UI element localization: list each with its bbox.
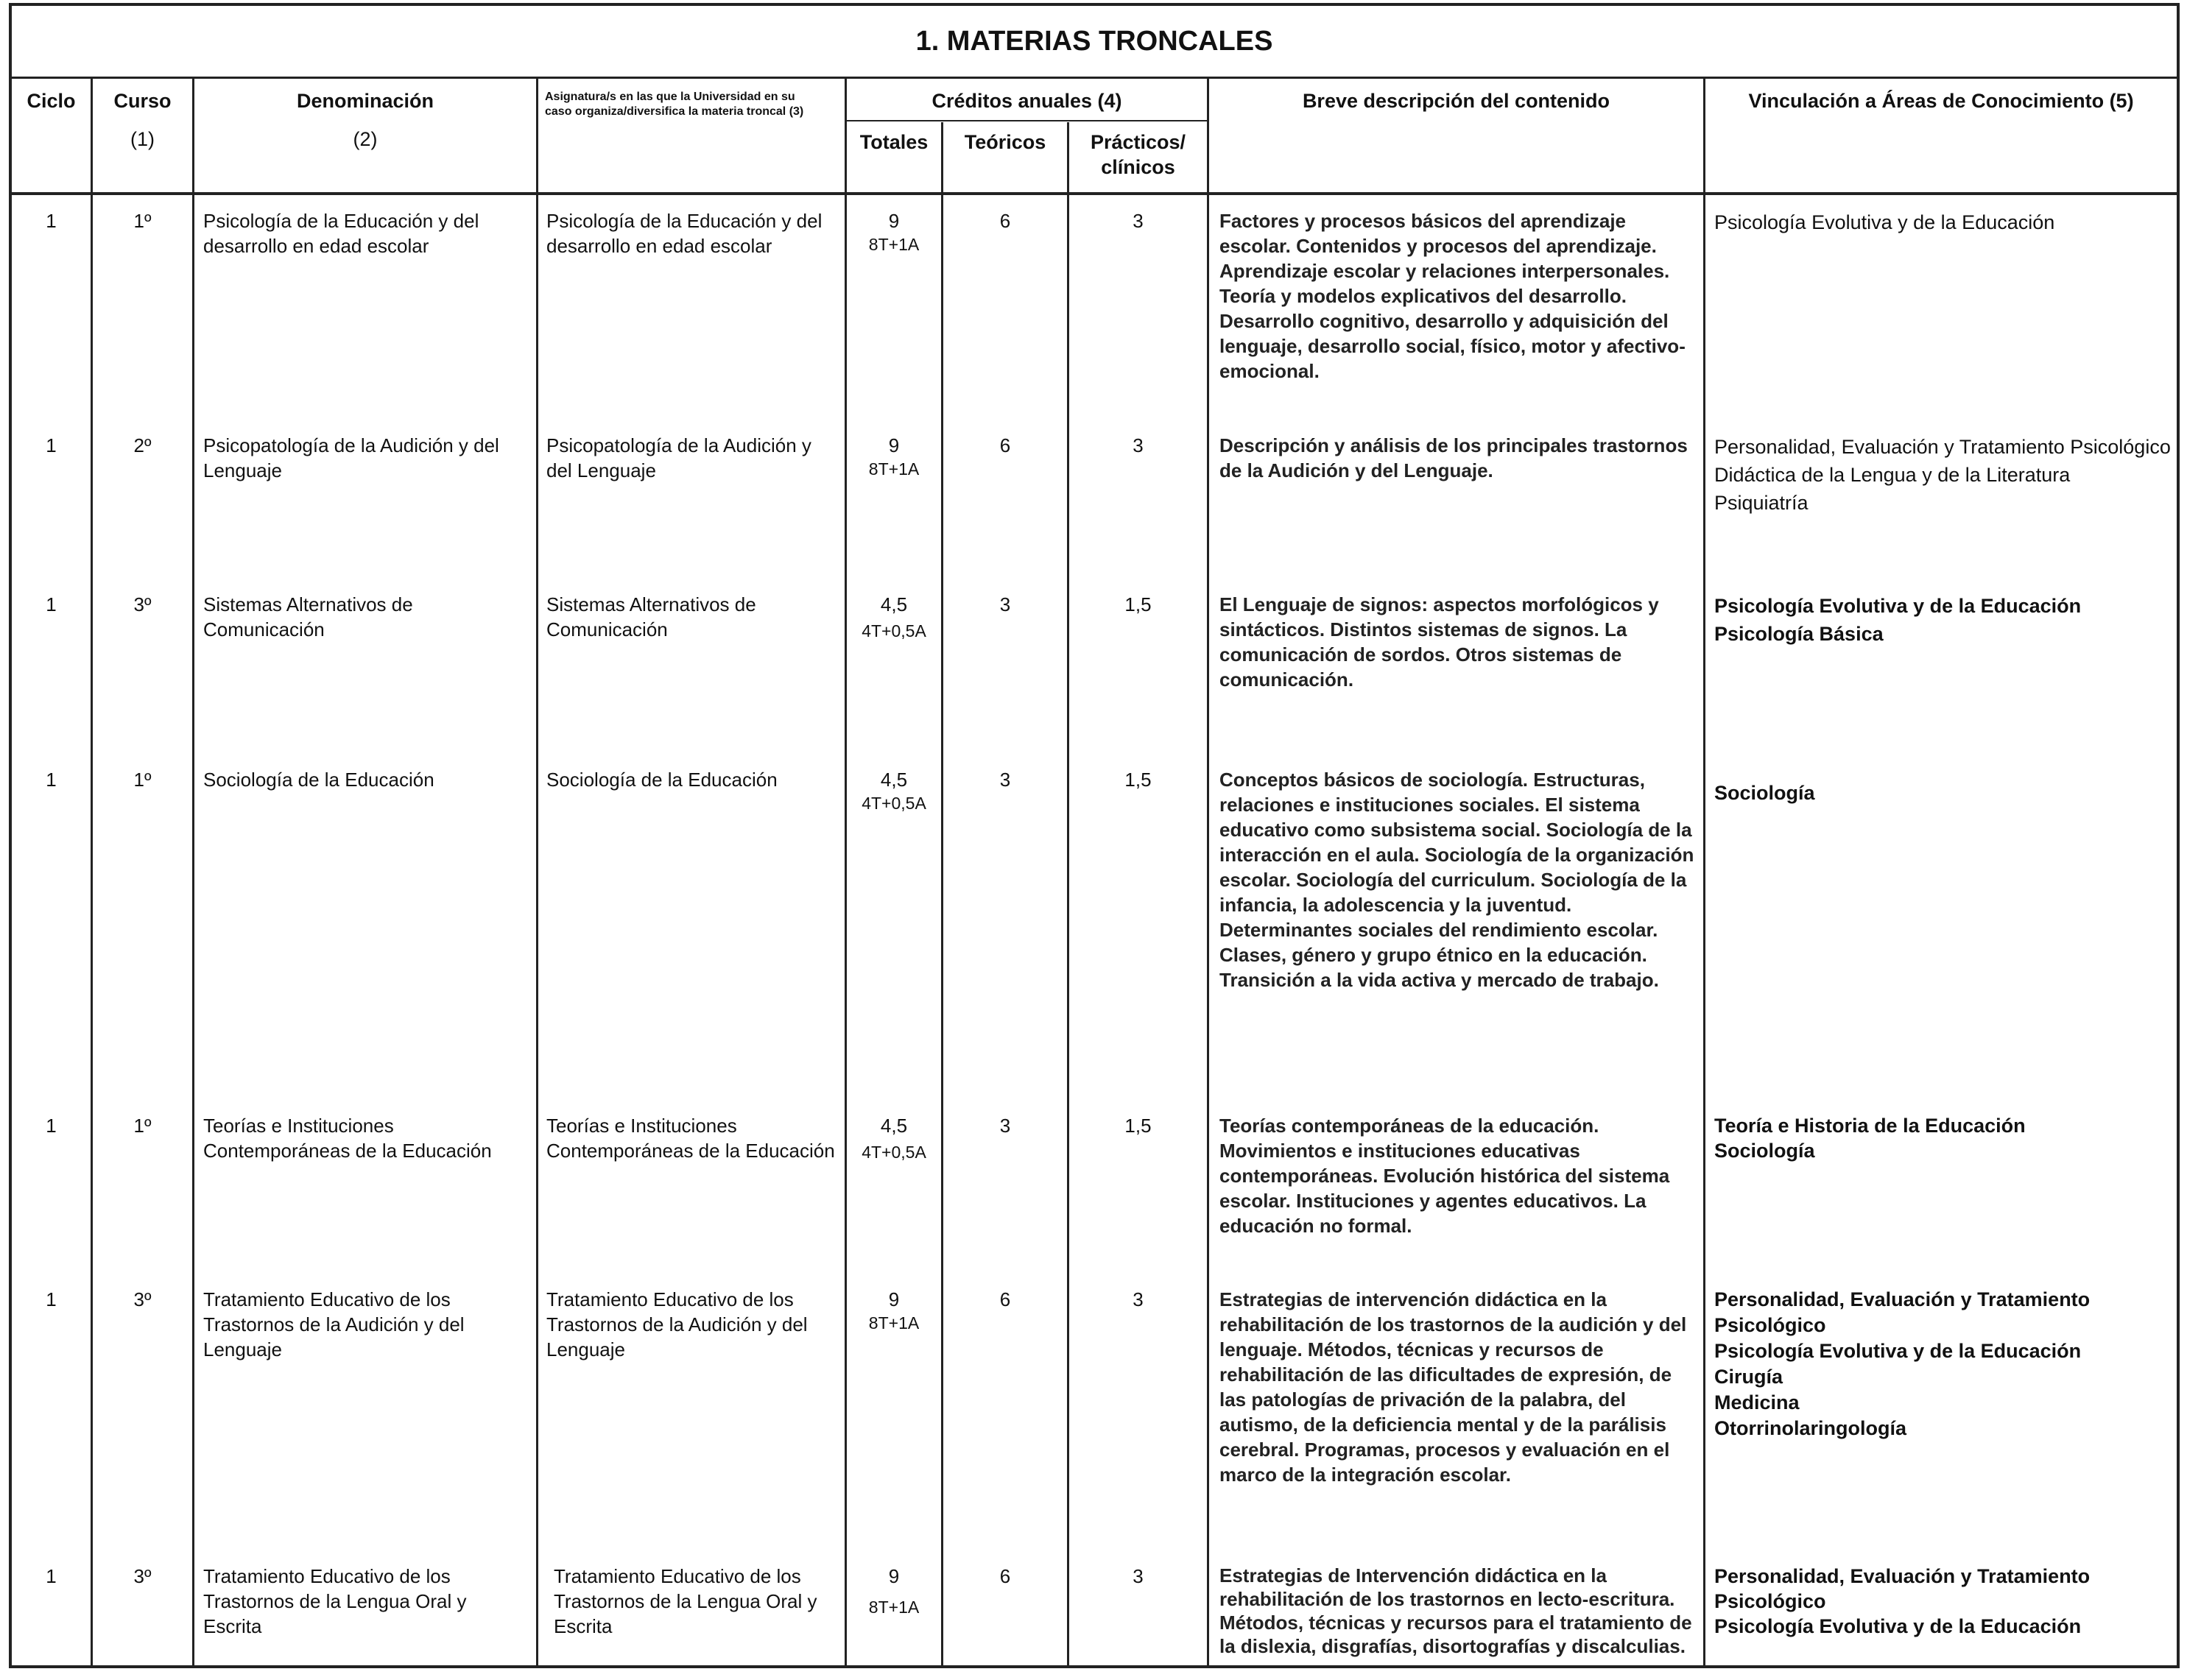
cell-denominacion: Sociología de la Educación bbox=[203, 769, 434, 791]
cell-descripcion: Estrategias de Intervención didáctica en la rehabilitación de los trastornos en lecto-escritura. Métodos, técnicas y recursos para el tratamiento de la dislexia, disgrafías, disortografías y discalculias. bbox=[1219, 1564, 1692, 1657]
creditos-divider bbox=[847, 120, 1207, 121]
cell-asignatura: Psicología de la Educación y del desarrollo en edad escolar bbox=[546, 210, 823, 257]
cell-ciclo: 1 bbox=[46, 1288, 57, 1310]
cell-practicos: 3 bbox=[1133, 1565, 1144, 1587]
cell-areas bbox=[1714, 433, 2171, 517]
cell-totales-detail: 8T+1A bbox=[868, 1598, 920, 1617]
col-divider bbox=[1207, 77, 1209, 1665]
header-denominacion-note: (2) bbox=[353, 128, 378, 150]
area-item: Psicología Evolutiva y de la Educación bbox=[1714, 1615, 2082, 1637]
area-item: Psicología Evolutiva y de la Educación bbox=[1714, 211, 2055, 233]
cell-areas bbox=[1714, 1113, 2171, 1163]
cell-asignatura: Teorías e Instituciones Contemporáneas de la Educación bbox=[546, 1115, 835, 1162]
cell-curso: 1º bbox=[133, 1115, 152, 1137]
col-divider bbox=[192, 77, 194, 1665]
cell-totales: 4,5 bbox=[880, 769, 908, 791]
cell-areas bbox=[1714, 1287, 2171, 1441]
cell-totales-detail: 4T+0,5A bbox=[862, 621, 926, 640]
cell-teoricos: 6 bbox=[999, 1288, 1011, 1310]
cell-teoricos: 6 bbox=[999, 210, 1011, 232]
cell-ciclo: 1 bbox=[46, 593, 57, 615]
cell-asignatura: Tratamiento Educativo de los Trastornos de la Lengua Oral y Escrita bbox=[554, 1565, 817, 1637]
area-item: Otorrinolaringología bbox=[1714, 1417, 1906, 1439]
cell-totales: 9 bbox=[888, 1565, 900, 1587]
header-vinculacion: Vinculación a Áreas de Conocimiento (5) bbox=[1748, 90, 2134, 112]
cell-totales: 9 bbox=[888, 210, 900, 232]
cell-curso: 3º bbox=[133, 1288, 152, 1310]
cell-asignatura: Sistemas Alternativos de Comunicación bbox=[546, 593, 756, 640]
header-creditos: Créditos anuales (4) bbox=[932, 90, 1122, 112]
cell-areas bbox=[1714, 1564, 2171, 1639]
header-practicos: Prácticos/ clínicos bbox=[1090, 131, 1186, 178]
col-divider bbox=[1067, 122, 1069, 1665]
cell-totales: 9 bbox=[888, 1288, 900, 1310]
cell-areas bbox=[1714, 779, 2171, 807]
cell-descripcion: El Lenguaje de signos: aspectos morfológicos y sintácticos. Distintos sistemas de signos. La comunicación de sordos. Otros sistemas de comunicación. bbox=[1219, 593, 1659, 691]
col-divider bbox=[845, 77, 847, 1665]
cell-practicos: 1,5 bbox=[1124, 593, 1152, 615]
table-header bbox=[12, 77, 2177, 195]
table-title: 1. MATERIAS TRONCALES bbox=[12, 6, 2177, 79]
cell-teoricos: 6 bbox=[999, 434, 1011, 456]
area-item: Sociología bbox=[1714, 1140, 1815, 1162]
cell-practicos: 3 bbox=[1133, 210, 1144, 232]
cell-asignatura: Psicopatología de la Audición y del Lenguaje bbox=[546, 434, 811, 481]
cell-ciclo: 1 bbox=[46, 210, 57, 232]
cell-totales: 4,5 bbox=[880, 1115, 908, 1137]
cell-totales-detail: 8T+1A bbox=[868, 459, 920, 479]
cell-totales-detail: 4T+0,5A bbox=[862, 1143, 926, 1162]
area-item: Personalidad, Evaluación y Tratamiento Psicológico bbox=[1714, 1288, 2091, 1336]
cell-totales-detail: 8T+1A bbox=[868, 1313, 920, 1333]
cell-areas bbox=[1714, 592, 2171, 648]
cell-areas bbox=[1714, 208, 2171, 236]
header-asignatura: Asignatura/s en las que la Universidad en su caso organiza/diversifica la materia troncal (3) bbox=[545, 91, 804, 118]
col-divider bbox=[941, 122, 943, 1665]
header-curso: Curso bbox=[113, 90, 172, 112]
cell-descripcion: Factores y procesos básicos del aprendizaje escolar. Contenidos y procesos del aprendizaje. Aprendizaje escolar y relaciones interpersonales. Teoría y modelos explicativos del desarrollo. Desarrollo cognitivo, desarrollo y adquisición del lenguaje, desarrollo social, físico, motor y afectivo-emocional. bbox=[1219, 210, 1686, 382]
cell-denominacion: Tratamiento Educativo de los Trastornos de la Audición y del Lenguaje bbox=[203, 1288, 465, 1360]
cell-curso: 2º bbox=[133, 434, 152, 456]
cell-descripcion: Conceptos básicos de sociología. Estructuras, relaciones e instituciones sociales. El sistema educativo como subsistema social. Sociología de la interacción en el aula. Sociología de la organización escolar. Sociología del curriculum. Sociología de la infancia, la adolescencia y la juventud. Determinantes sociales del rendimiento escolar. Clases, género y grupo étnico en la educación. Transición a la vida activa y mercado de trabajo. bbox=[1219, 769, 1694, 991]
cell-totales: 9 bbox=[888, 434, 900, 456]
cell-totales-detail: 4T+0,5A bbox=[862, 794, 926, 813]
cell-denominacion: Sistemas Alternativos de Comunicación bbox=[203, 593, 413, 640]
cell-descripcion: Estrategias de intervención didáctica en la rehabilitación de los trastornos de la audición y del lenguaje. Métodos, técnicas y recursos de rehabilitación de las dificultades de expresión, de las patologías de privación de la palabra, del autismo, de la deficiencia mental y de la parálisis cerebral. Programas, procesos y evaluación en el marco de la integración escolar. bbox=[1219, 1288, 1687, 1486]
area-item: Psicología Básica bbox=[1714, 623, 1884, 645]
header-descripcion: Breve descripción del contenido bbox=[1302, 90, 1610, 112]
area-item: Medicina bbox=[1714, 1391, 1800, 1413]
area-item: Psicología Evolutiva y de la Educación bbox=[1714, 1340, 2082, 1362]
cell-curso: 1º bbox=[133, 210, 152, 232]
cell-curso: 1º bbox=[133, 769, 152, 791]
col-divider bbox=[536, 77, 538, 1665]
header-ciclo: Ciclo bbox=[27, 90, 76, 112]
cell-ciclo: 1 bbox=[46, 434, 57, 456]
cell-teoricos: 3 bbox=[999, 769, 1011, 791]
cell-descripcion: Teorías contemporáneas de la educación. Movimientos e instituciones educativas contemporáneas. Evolución histórica del sistema escolar. Instituciones y agentes educativos. La educación no formal. bbox=[1219, 1115, 1670, 1237]
cell-teoricos: 6 bbox=[999, 1565, 1011, 1587]
cell-denominacion: Psicopatología de la Audición y del Lenguaje bbox=[203, 434, 499, 481]
area-item: Personalidad, Evaluación y Tratamiento Psicológico bbox=[1714, 436, 2171, 458]
header-denominacion: Denominación bbox=[296, 90, 434, 112]
cell-totales-detail: 8T+1A bbox=[868, 235, 920, 254]
cell-teoricos: 3 bbox=[999, 593, 1011, 615]
cell-curso: 3º bbox=[133, 1565, 152, 1587]
area-item: Didáctica de la Lengua y de la Literatura bbox=[1714, 464, 2071, 486]
area-item: Cirugía bbox=[1714, 1366, 1783, 1388]
area-item: Psiquiatría bbox=[1714, 492, 1809, 514]
cell-practicos: 3 bbox=[1133, 434, 1144, 456]
area-item: Teoría e Historia de la Educación bbox=[1714, 1115, 2026, 1137]
cell-practicos: 1,5 bbox=[1124, 1115, 1152, 1137]
cell-denominacion: Psicología de la Educación y del desarrollo en edad escolar bbox=[203, 210, 479, 257]
cell-ciclo: 1 bbox=[46, 1115, 57, 1137]
area-item: Psicología Evolutiva y de la Educación bbox=[1714, 595, 2082, 617]
col-divider bbox=[1703, 77, 1705, 1665]
header-totales: Totales bbox=[859, 131, 929, 153]
cell-practicos: 1,5 bbox=[1124, 769, 1152, 791]
cell-denominacion: Tratamiento Educativo de los Trastornos de la Lengua Oral y Escrita bbox=[203, 1565, 467, 1637]
col-divider bbox=[91, 77, 93, 1665]
cell-ciclo: 1 bbox=[46, 769, 57, 791]
cell-practicos: 3 bbox=[1133, 1288, 1144, 1310]
header-teoricos: Teóricos bbox=[964, 131, 1046, 153]
area-item: Sociología bbox=[1714, 782, 1815, 804]
cell-totales: 4,5 bbox=[880, 593, 908, 615]
cell-curso: 3º bbox=[133, 593, 152, 615]
materias-troncales-table bbox=[9, 3, 2180, 1668]
header-curso-note: (1) bbox=[130, 128, 155, 150]
cell-denominacion: Teorías e Instituciones Contemporáneas de la Educación bbox=[203, 1115, 492, 1162]
cell-asignatura: Tratamiento Educativo de los Trastornos de la Audición y del Lenguaje bbox=[546, 1288, 808, 1360]
cell-teoricos: 3 bbox=[999, 1115, 1011, 1137]
cell-ciclo: 1 bbox=[46, 1565, 57, 1587]
cell-descripcion: Descripción y análisis de los principales trastornos de la Audición y del Lenguaje. bbox=[1219, 434, 1688, 481]
cell-asignatura: Sociología de la Educación bbox=[546, 769, 778, 791]
area-item: Personalidad, Evaluación y Tratamiento Psicológico bbox=[1714, 1565, 2091, 1612]
